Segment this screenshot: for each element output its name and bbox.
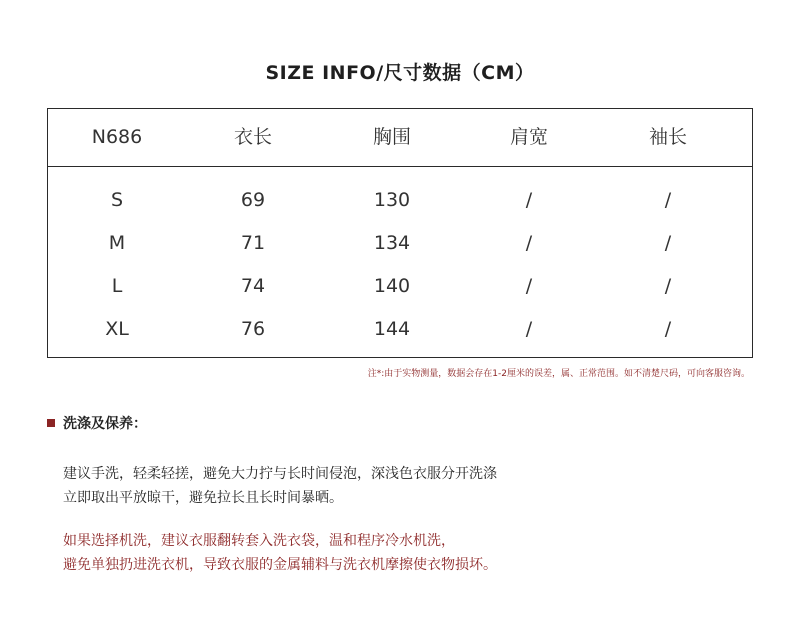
length-cell: 69 <box>240 189 266 211</box>
header-cell-length: 衣长 <box>233 126 272 148</box>
chest-cell: 140 <box>373 275 411 297</box>
care-heading-text: 洗涤及保养： <box>63 416 147 432</box>
header-cell-sleeve: 袖长 <box>648 126 687 148</box>
hand-wash-instructions <box>63 462 497 510</box>
length-cell: 76 <box>240 318 266 340</box>
header-cell-model: N686 <box>91 126 143 148</box>
chest-cell: 130 <box>373 189 411 211</box>
length-cell: 71 <box>240 232 266 254</box>
size-cell: L <box>111 275 123 297</box>
size-table <box>47 108 753 358</box>
page-title: SIZE INFO/尺寸数据（CM） <box>265 62 535 84</box>
table-row <box>48 189 752 219</box>
sleeve-cell: / <box>664 275 672 297</box>
shoulder-cell: / <box>525 275 533 297</box>
chest-cell: 134 <box>373 232 411 254</box>
machine-wash-instructions <box>63 529 497 577</box>
size-cell: M <box>108 232 126 254</box>
shoulder-cell: / <box>525 232 533 254</box>
table-row <box>48 318 752 348</box>
chest-cell: 144 <box>373 318 411 340</box>
size-cell: XL <box>105 318 129 340</box>
sleeve-cell: / <box>664 232 672 254</box>
measurement-note: 注*:由于实物测量，数据会存在1-2厘米的误差，属、正常范围。如不清楚尺码，可向客服咨询。 <box>367 369 750 379</box>
table-header-row <box>48 109 752 167</box>
table-row <box>48 232 752 262</box>
shoulder-cell: / <box>525 189 533 211</box>
size-cell: S <box>110 189 124 211</box>
sleeve-cell: / <box>664 318 672 340</box>
instruction-line: 如果选择机洗，建议衣服翻转套入洗衣袋，温和程序冷水机洗， <box>63 533 455 549</box>
care-heading <box>47 413 147 433</box>
header-cell-chest: 胸围 <box>372 126 411 148</box>
shoulder-cell: / <box>525 318 533 340</box>
instruction-line: 避免单独扔进洗衣机，导致衣服的金属辅料与洗衣机摩擦使衣物损坏。 <box>63 557 497 573</box>
square-bullet-icon <box>47 419 55 427</box>
length-cell: 74 <box>240 275 266 297</box>
sleeve-cell: / <box>664 189 672 211</box>
table-row <box>48 275 752 305</box>
header-cell-shoulder: 肩宽 <box>509 126 548 148</box>
instruction-line: 立即取出平放晾干，避免拉长且长时间暴晒。 <box>63 490 343 506</box>
instruction-line: 建议手洗，轻柔轻搓，避免大力拧与长时间侵泡，深浅色衣服分开洗涤 <box>63 466 497 482</box>
